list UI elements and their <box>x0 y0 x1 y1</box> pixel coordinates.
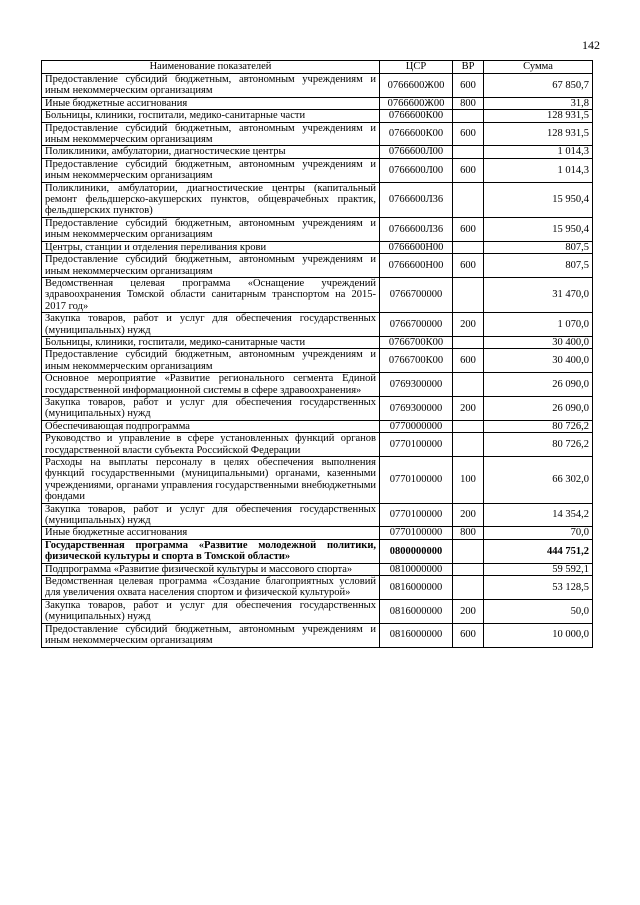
table-row <box>42 241 593 253</box>
row-vr: 600 <box>453 254 484 278</box>
row-name: Больницы, клиники, госпитали, медико-санитарные части <box>42 336 380 348</box>
row-vr: 600 <box>453 122 484 146</box>
row-sum: 444 751,2 <box>484 539 593 563</box>
row-csr: 0770000000 <box>380 420 453 432</box>
row-sum: 67 850,7 <box>484 74 593 98</box>
row-csr: 0766600Л36 <box>380 182 453 217</box>
table-row <box>42 74 593 98</box>
table-row <box>42 97 593 109</box>
row-csr: 0766600Л00 <box>380 158 453 182</box>
table-row <box>42 158 593 182</box>
row-csr: 0766700000 <box>380 277 453 312</box>
table-row <box>42 420 593 432</box>
row-csr: 0770100000 <box>380 433 453 457</box>
row-sum: 1 014,3 <box>484 158 593 182</box>
row-name: Больницы, клиники, госпитали, медико-санитарные части <box>42 110 380 122</box>
row-sum: 59 592,1 <box>484 563 593 575</box>
row-name: Предоставление субсидий бюджетным, автономным учреждениям и иным некоммерческим организациям <box>42 217 380 241</box>
row-csr: 0766600К00 <box>380 122 453 146</box>
row-sum: 30 400,0 <box>484 336 593 348</box>
row-csr: 0766600Н00 <box>380 241 453 253</box>
row-csr: 0766600Л36 <box>380 217 453 241</box>
table-row <box>42 623 593 647</box>
table-row <box>42 146 593 158</box>
row-sum: 26 090,0 <box>484 396 593 420</box>
row-csr: 0766700000 <box>380 313 453 337</box>
header-name: Наименование показателей <box>42 61 380 74</box>
table-row <box>42 457 593 504</box>
row-name: Государственная программа «Развитие молодежной политики, физической культуры и спорта в Томской области» <box>42 539 380 563</box>
table-row <box>42 182 593 217</box>
row-csr: 0770100000 <box>380 457 453 504</box>
row-sum: 80 726,2 <box>484 433 593 457</box>
row-sum: 53 128,5 <box>484 576 593 600</box>
row-csr: 0766600Ж00 <box>380 74 453 98</box>
row-name: Ведомственная целевая программа «Создание благоприятных условий для увеличения охвата населения спортом и физической культурой» <box>42 576 380 600</box>
row-csr: 0766700К00 <box>380 349 453 373</box>
row-csr: 0816000000 <box>380 576 453 600</box>
table-row <box>42 277 593 312</box>
row-csr: 0766600К00 <box>380 110 453 122</box>
table-row <box>42 396 593 420</box>
table-row <box>42 122 593 146</box>
table-row <box>42 336 593 348</box>
row-name: Подпрограмма «Развитие физической культуры и массового спорта» <box>42 563 380 575</box>
row-csr: 0810000000 <box>380 563 453 575</box>
row-name: Поликлиники, амбулатории, диагностические центры <box>42 146 380 158</box>
row-csr: 0769300000 <box>380 373 453 397</box>
row-name: Закупка товаров, работ и услуг для обеспечения государственных (муниципальных) нужд <box>42 313 380 337</box>
row-sum: 70,0 <box>484 527 593 539</box>
row-csr: 0766600Н00 <box>380 254 453 278</box>
row-csr: 0766600Л00 <box>380 146 453 158</box>
row-sum: 128 931,5 <box>484 122 593 146</box>
row-csr: 0770100000 <box>380 503 453 527</box>
row-name: Предоставление субсидий бюджетным, автономным учреждениям и иным некоммерческим организациям <box>42 158 380 182</box>
row-csr: 0769300000 <box>380 396 453 420</box>
row-csr: 0816000000 <box>380 623 453 647</box>
row-vr <box>453 182 484 217</box>
row-sum: 807,5 <box>484 241 593 253</box>
row-sum: 80 726,2 <box>484 420 593 432</box>
table-header <box>42 61 593 74</box>
row-name: Поликлиники, амбулатории, диагностические центры (капитальный ремонт фельдшерско-акушерских пунктов, общеврачебных практик, фельдшерских пунктов) <box>42 182 380 217</box>
page-number: 142 <box>582 38 600 52</box>
row-vr <box>453 563 484 575</box>
table-row <box>42 349 593 373</box>
row-sum: 31,8 <box>484 97 593 109</box>
row-csr: 0770100000 <box>380 527 453 539</box>
row-sum: 26 090,0 <box>484 373 593 397</box>
row-name: Основное мероприятие «Развитие регионального сегмента Единой государственной информационной системы в сфере здравоохранения» <box>42 373 380 397</box>
row-name: Предоставление субсидий бюджетным, автономным учреждениям и иным некоммерческим организациям <box>42 623 380 647</box>
row-vr: 600 <box>453 623 484 647</box>
row-name: Закупка товаров, работ и услуг для обеспечения государственных (муниципальных) нужд <box>42 599 380 623</box>
row-csr: 0766600Ж00 <box>380 97 453 109</box>
row-name: Иные бюджетные ассигнования <box>42 527 380 539</box>
row-sum: 1 070,0 <box>484 313 593 337</box>
row-name: Иные бюджетные ассигнования <box>42 97 380 109</box>
row-sum: 30 400,0 <box>484 349 593 373</box>
table-row <box>42 503 593 527</box>
row-sum: 15 950,4 <box>484 182 593 217</box>
row-vr: 600 <box>453 74 484 98</box>
row-vr <box>453 146 484 158</box>
row-name: Предоставление субсидий бюджетным, автономным учреждениям и иным некоммерческим организациям <box>42 254 380 278</box>
row-vr: 200 <box>453 396 484 420</box>
row-vr <box>453 420 484 432</box>
row-sum: 31 470,0 <box>484 277 593 312</box>
table-row <box>42 254 593 278</box>
row-vr: 800 <box>453 97 484 109</box>
row-sum: 128 931,5 <box>484 110 593 122</box>
table-row <box>42 433 593 457</box>
row-sum: 15 950,4 <box>484 217 593 241</box>
row-name: Ведомственная целевая программа «Оснащение учреждений здравоохранения Томской области санитарным транспортом на 2015-2017 год» <box>42 277 380 312</box>
row-name: Закупка товаров, работ и услуг для обеспечения государственных (муниципальных) нужд <box>42 503 380 527</box>
header-row <box>42 61 593 74</box>
table-row <box>42 110 593 122</box>
table-row <box>42 527 593 539</box>
header-csr: ЦСР <box>380 61 453 74</box>
row-vr: 200 <box>453 503 484 527</box>
table-row <box>42 563 593 575</box>
header-vr: ВР <box>453 61 484 74</box>
table-body <box>42 74 593 648</box>
row-csr: 0766700К00 <box>380 336 453 348</box>
table-row <box>42 373 593 397</box>
row-name: Расходы на выплаты персоналу в целях обеспечения выполнения функций государственными (муниципальными) органами, казенными учреждениями, органами управления государственными внебюджетными фондами <box>42 457 380 504</box>
row-name: Обеспечивающая подпрограмма <box>42 420 380 432</box>
row-name: Руководство и управление в сфере установленных функций органов государственной власти субъекта Российской Федерации <box>42 433 380 457</box>
row-vr: 600 <box>453 158 484 182</box>
row-vr <box>453 576 484 600</box>
row-vr: 100 <box>453 457 484 504</box>
row-csr: 0800000000 <box>380 539 453 563</box>
table-row <box>42 599 593 623</box>
row-vr <box>453 433 484 457</box>
row-vr: 200 <box>453 313 484 337</box>
table-row <box>42 539 593 563</box>
row-name: Предоставление субсидий бюджетным, автономным учреждениям и иным некоммерческим организациям <box>42 349 380 373</box>
row-sum: 50,0 <box>484 599 593 623</box>
table-row <box>42 217 593 241</box>
row-sum: 14 354,2 <box>484 503 593 527</box>
row-name: Предоставление субсидий бюджетным, автономным учреждениям и иным некоммерческим организациям <box>42 74 380 98</box>
row-vr <box>453 373 484 397</box>
row-vr <box>453 241 484 253</box>
row-name: Центры, станции и отделения переливания крови <box>42 241 380 253</box>
row-vr <box>453 110 484 122</box>
row-name: Закупка товаров, работ и услуг для обеспечения государственных (муниципальных) нужд <box>42 396 380 420</box>
row-vr <box>453 539 484 563</box>
row-sum: 807,5 <box>484 254 593 278</box>
header-sum: Сумма <box>484 61 593 74</box>
row-vr: 600 <box>453 217 484 241</box>
row-vr: 600 <box>453 349 484 373</box>
row-name: Предоставление субсидий бюджетным, автономным учреждениям и иным некоммерческим организациям <box>42 122 380 146</box>
row-sum: 1 014,3 <box>484 146 593 158</box>
table-row <box>42 313 593 337</box>
row-csr: 0816000000 <box>380 599 453 623</box>
row-vr: 800 <box>453 527 484 539</box>
row-vr: 200 <box>453 599 484 623</box>
table-row <box>42 576 593 600</box>
row-vr <box>453 277 484 312</box>
row-vr <box>453 336 484 348</box>
budget-table <box>41 60 593 648</box>
row-sum: 10 000,0 <box>484 623 593 647</box>
row-sum: 66 302,0 <box>484 457 593 504</box>
